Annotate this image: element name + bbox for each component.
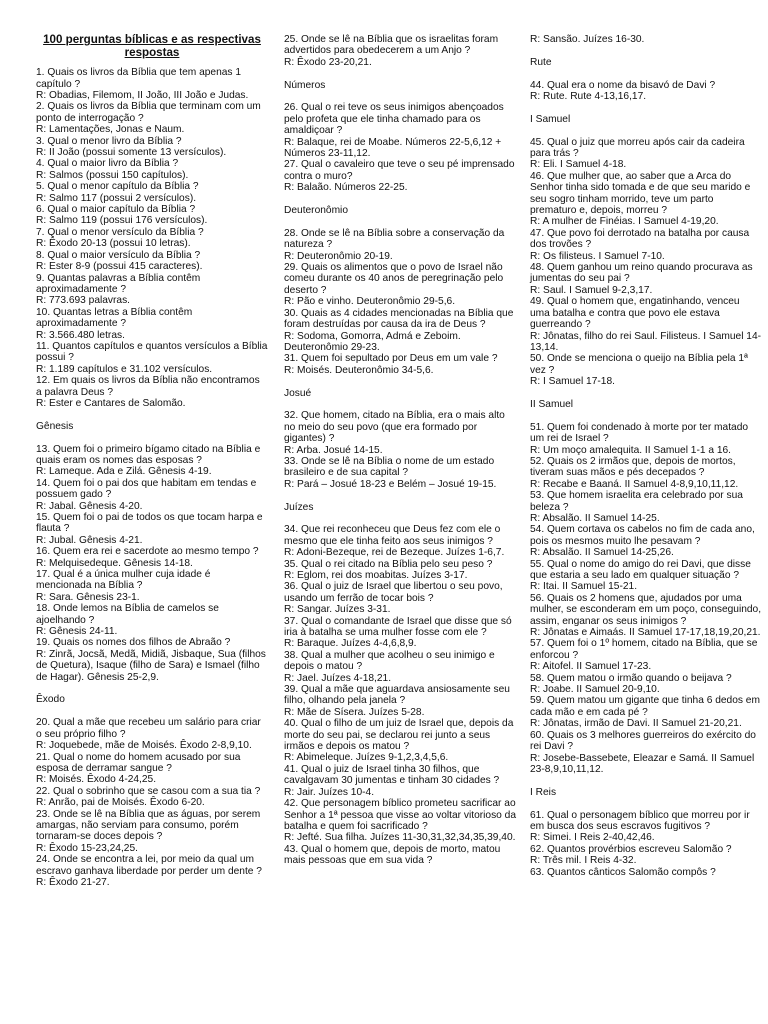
question-text: 34. Que rei reconheceu que Deus fez com ele o mesmo que ele tinha feito aos seus inimigos ? (284, 524, 501, 547)
question-text: 33. Onde se lê na Bíblia o nome de um estado brasileiro e de sua capital ? (284, 455, 495, 479)
question-text: 8. Qual o maior versículo da Bíblia ? (36, 249, 201, 261)
question-text: 50. Onde se menciona o queijo na Bíblia pela 1ª vez ? (530, 353, 748, 376)
answer-text: R: Absalão. II Samuel 14-25,26. (530, 547, 674, 559)
question-text: 51. Quem foi condenado à morte por ter matado um rei de Israel ? (530, 421, 749, 445)
answer-text: R: Jefté. Sua filha. Juízes 11-30,31,32,34,35,39,40. (284, 832, 516, 844)
question-text: 19. Quais os nomes dos filhos de Abraão ? (36, 637, 231, 649)
question-text: 52. Quais os 2 irmãos que, depois de mortos, tiveram suas mãos e pés decepados ? (530, 455, 736, 479)
answer-text: R: Três mil. I Reis 4-32. (530, 855, 637, 867)
question-text: 35. Qual o rei citado na Bíblia pelo seu peso ? (284, 558, 493, 570)
answer-text: R: Rute. Rute 4-13,16,17. (530, 91, 647, 102)
answer-text: R: Baraque. Juízes 4-4,6,8,9. (284, 638, 417, 650)
question-text: 36. Qual o juiz de Israel que libertou o seu povo, usando um ferrão de tocar bois ? (284, 581, 503, 604)
question-text: 49. Qual o homem que, engatinhando, venceu uma batalha e contra que povo ele estava guerreando ? (530, 296, 740, 331)
question-text: 23. Onde se lê na Bíblia que as águas, por serem amargas, não serviam para consumo, porém tornaram-se doces depois ? (36, 808, 261, 843)
column-1 (36, 34, 268, 888)
answer-text: R: Salmo 117 (possui 2 versículos). (36, 192, 197, 204)
question-text: 53. Que homem israelita era celebrado por sua beleza ? (530, 490, 743, 513)
answer-text: R: Salmo 119 (possui 176 versículos). (36, 215, 208, 227)
answer-text: R: Salmos (possui 150 capítulos). (36, 169, 189, 181)
question-text: 43. Qual o homem que, depois de morto, matou mais pessoas que em sua vida ? (284, 843, 501, 867)
answer-text: R: Lameque. Ada e Zilá. Gênesis 4-19. (36, 466, 212, 478)
answer-text: R: Jônatas e Aimaás. II Samuel 17-17,18,19,20,21. (530, 627, 761, 639)
question-text: 3. Qual o menor livro da Bíblia ? (36, 135, 182, 147)
question-text: 4. Qual o maior livro da Bíblia ? (36, 158, 179, 170)
question-text: 12. Em quais os livros da Bíblia não encontramos a palavra Deus ? (36, 375, 260, 398)
answer-text: R: Êxodo 15-23,24,25. (36, 842, 138, 854)
answer-text: R: Ester 8-9 (possui 415 caracteres). (36, 261, 203, 273)
section-heading: I Samuel (530, 113, 571, 125)
question-text: 46. Que mulher que, ao saber que a Arca do Senhor tinha sido tomada e de que seu marido e seu sogro tinham morrido, teve um parto prematuro e, depois, morreu ? (530, 170, 751, 217)
question-text: 44. Qual era o nome da bisavó de Davi ? (530, 79, 716, 91)
answer-text: R: Êxodo 23-20,21. (284, 56, 372, 68)
question-text: 56. Quais os 2 homens que, ajudados por uma mulher, se esconderam em um poço, conseguindo, assim, enganar os seus inimigos ? (530, 592, 762, 627)
question-text: 30. Quais as 4 cidades mencionadas na Bíblia que foram destruídas por causa da ira de Deus ? (284, 307, 514, 331)
question-text: 29. Quais os alimentos que o povo de Israel não comeu durante os 40 anos de peregrinação pelo deserto ? (284, 262, 504, 296)
question-text: 27. Qual o cavaleiro que teve o seu pé imprensado contra o muro? (284, 159, 515, 182)
answer-text: R: Sodoma, Gomorra, Admá e Zeboim. Deuteronômio 29-23. (284, 330, 461, 353)
answer-text: R: Sara. Gênesis 23-1. (36, 591, 140, 603)
answer-text: R: 3.566.480 letras. (36, 329, 125, 341)
answer-text: R: Saul. I Samuel 9-2,3,17. (530, 284, 653, 296)
answer-text: R: Jubal. Gênesis 4-21. (36, 534, 143, 546)
question-text: 47. Que povo foi derrotado na batalha por causa dos trovões ? (530, 227, 750, 251)
column-3 (530, 34, 762, 878)
question-text: 9. Quantas palavras a Bíblia contêm aproximadamente ? (36, 272, 201, 295)
section-heading: Juízes (284, 501, 314, 513)
answer-text: R: Balaão. Números 22-25. (284, 182, 408, 194)
question-text: 21. Qual o nome do homem acusado por sua esposa de derramar sangue ? (36, 751, 241, 774)
question-text: 55. Qual o nome do amigo do rei Davi, que disse que estaria a seu lado em qualquer situação ? (530, 558, 751, 581)
question-text: 18. Onde lemos na Bíblia de camelos se ajoelhando ? (36, 603, 219, 626)
answer-text: R: Anrão, pai de Moisés. Êxodo 6-20. (36, 797, 205, 809)
question-text: 20. Qual a mãe que recebeu um salário para criar o seu próprio filho ? (36, 717, 261, 740)
question-text: 54. Quem cortava os cabelos no fim de cada ano, pois os mesmos muito lhe pesavam ? (530, 524, 755, 547)
question-text: 5. Qual o menor capítulo da Bíblia ? (36, 181, 199, 193)
question-text: 7. Qual o menor versículo da Bíblia ? (36, 226, 204, 238)
question-text: 59. Quem matou um gigante que tinha 6 dedos em cada mão e em cada pé ? (530, 695, 760, 718)
section-heading: I Reis (530, 786, 557, 798)
answer-text: R: Abimeleque. Juízes 9-1,2,3,4,5,6. (284, 752, 449, 764)
answer-text: R: 1.189 capítulos e 31.102 versículos. (36, 363, 213, 375)
answer-text: R: Simei. I Reis 2-40,42,46. (530, 832, 655, 844)
answer-text: R: Pará – Josué 18-23 e Belém – Josué 19-15. (284, 478, 497, 490)
question-text: 32. Que homem, citado na Bíblia, era o mais alto no meio do seu povo (que era formado por gigantes) ? (284, 410, 505, 445)
answer-text: R: Jônatas, irmão de Davi. II Samuel 21-20,21. (530, 718, 742, 730)
answer-text: R: Zinrã, Jocsã, Medã, Midiã, Jisbaque, Sua (filhos de Quetura), Isaque (filho de Sara) e Ismael (filho de Hagar). Gênesis 25-2,9. (36, 648, 266, 683)
answer-text: R: Êxodo 21-27. (36, 876, 110, 888)
answer-text: R: Jael. Juízes 4-18,21. (284, 672, 392, 684)
question-text: 37. Qual o comandante de Israel que disse que só iria à batalha se uma mulher fosse com ele ? (284, 615, 512, 638)
answer-text: R: Gênesis 24-11. (36, 626, 118, 638)
answer-text: R: Êxodo 20-13 (possui 10 letras). (36, 238, 191, 250)
answer-text: R: Mãe de Sísera. Juízes 5-28. (284, 706, 425, 718)
answer-text: R: Arba. Josué 14-15. (284, 444, 383, 456)
question-text: 31. Quem foi sepultado por Deus em um vale ? (284, 353, 498, 365)
answer-text: R: Sansão. Juízes 16-30. (530, 34, 645, 45)
answer-text: R: Balaque, rei de Moabe. Números 22-5,6,12 + Números 23-11,12. (284, 136, 502, 160)
question-text: 63. Quantos cânticos Salomão compôs ? (530, 866, 716, 878)
section-heading: II Samuel (530, 398, 574, 410)
answer-text: R: Pão e vinho. Deuteronômio 29-5,6. (284, 296, 456, 308)
section-heading: Josué (284, 387, 312, 399)
column-2 (284, 34, 516, 867)
question-text: 13. Quem foi o primeiro bígamo citado na Bíblia e quais eram os nomes das esposas ? (36, 443, 261, 466)
question-text: 15. Quem foi o pai de todos os que tocam harpa e flauta ? (36, 512, 263, 535)
answer-text: R: I Samuel 17-18. (530, 376, 615, 388)
answer-text: R: Deuteronômio 20-19. (284, 250, 393, 262)
question-text: 42. Que personagem bíblico prometeu sacrificar ao Senhor a 1ª pessoa que visse ao voltar vitorioso da batalha e quem foi sacrificado ? (284, 798, 516, 832)
answer-text: R: Itai. II Samuel 15-21. (530, 581, 638, 593)
question-text: 1. Quais os livros da Bíblia que tem apenas 1 capítulo ? (36, 67, 241, 90)
answer-text: R: Josebe-Bassebete, Eleazar e Samá. II Samuel 23-8,9,10,11,12. (530, 752, 755, 775)
question-text: 25. Onde se lê na Bíblia que os israelitas foram advertidos para obedecerem a um Anjo ? (284, 34, 499, 57)
answer-text: R: Recabe e Baaná. II Samuel 4-8,9,10,11,12. (530, 478, 739, 490)
question-text: 60. Quais os 3 melhores guerreiros do exército do rei Davi ? (530, 729, 756, 753)
question-text: 2. Quais os livros da Bíblia que terminam com um ponto de interrogação ? (36, 101, 261, 124)
question-text: 16. Quem era rei e sacerdote ao mesmo tempo ? (36, 546, 259, 558)
question-text: 58. Quem matou o irmão quando o beijava ? (530, 672, 732, 684)
answer-text: R: Ester e Cantares de Salomão. (36, 397, 186, 409)
question-text: 62. Quantos provérbios escreveu Salomão ? (530, 843, 732, 855)
question-text: 61. Qual o personagem bíblico que morreu por ir em busca dos seus escravos fugitivos ? (530, 809, 750, 832)
question-text: 38. Qual a mulher que acolheu o seu inimigo e depois o matou ? (284, 649, 495, 673)
answer-text: R: Jair. Juízes 10-4. (284, 786, 375, 798)
question-text: 48. Quem ganhou um reino quando procurava as jumentas do seu pai ? (530, 262, 753, 285)
answer-text: R: 773.693 palavras. (36, 295, 131, 307)
answer-text: R: II João (possui somente 13 versículos). (36, 147, 227, 159)
answer-text: R: Eglom, rei dos moabitas. Juízes 3-17. (284, 569, 468, 581)
question-text: 6. Qual o maior capítulo da Bíblia ? (36, 204, 196, 216)
section-heading: Gênesis (36, 420, 74, 432)
question-text: 40. Qual o filho de um juiz de Israel que, depois da morte do seu pai, se declarou rei junto a seus irmãos e depois os matou ? (284, 718, 514, 753)
question-text: 10. Quantas letras a Bíblia contêm aproximadamente ? (36, 306, 193, 330)
answer-text: R: Um moço amalequita. II Samuel 1-1 a 16. (530, 444, 732, 456)
answer-text: R: Os filisteus. I Samuel 7-10. (530, 250, 665, 262)
question-text: 17. Qual é a única mulher cuja idade é mencionada na Bíblia ? (36, 569, 211, 592)
answer-text: R: Lamentações, Jonas e Naum. (36, 124, 185, 136)
page-title: 100 perguntas bíblicas e as respectivas respostas (43, 33, 261, 59)
question-text: 45. Qual o juiz que morreu após cair da cadeira para trás ? (530, 136, 745, 159)
section-heading: Rute (530, 56, 552, 68)
section-heading: Êxodo (36, 694, 65, 706)
answer-text: R: Moisés. Deuteronômio 34-5,6. (284, 364, 434, 376)
answer-text: R: Melquisedeque. Gênesis 14-18. (36, 557, 193, 569)
section-heading: Deuteronômio (284, 205, 348, 217)
question-text: 26. Qual o rei teve os seus inimigos abençoados pelo profeta que ele tinha chamado para os amaldiçoar ? (284, 102, 504, 137)
answer-text: R: Absalão. II Samuel 14-25. (530, 512, 660, 524)
section-heading: Números (284, 79, 326, 91)
question-text: 39. Qual a mãe que aguardava ansiosamente seu filho, olhando pela janela ? (284, 684, 510, 707)
question-text: 24. Onde se encontra a lei, por meio da qual um escravo ganhava liberdade por perder um dente ? (36, 854, 262, 877)
question-text: 11. Quantos capítulos e quantos versículos a Bíblia possui ? (36, 340, 268, 364)
question-text: 22. Qual o sobrinho que se casou com a sua tia ? (36, 785, 261, 797)
question-text: 57. Quem foi o 1º homem, citado na Bíblia, que se enforcou ? (530, 638, 758, 661)
question-text: 41. Qual o juiz de Israel tinha 30 filhos, que cavalgavam 30 jumentas e tinham 30 cidades ? (284, 763, 500, 787)
answer-text: R: Aitofel. II Samuel 17-23. (530, 661, 652, 673)
answer-text: R: Joquebede, mãe de Moisés. Êxodo 2-8,9,10. (36, 740, 252, 752)
question-text: 28. Onde se lê na Bíblia sobre a conservação da natureza ? (284, 227, 505, 251)
answer-text: R: Joabe. II Samuel 20-9,10. (530, 684, 660, 696)
question-text: 14. Quem foi o pai dos que habitam em tendas e possuem gado ? (36, 477, 257, 501)
answer-text: R: Adoni-Bezeque, rei de Bezeque. Juízes 1-6,7. (284, 547, 505, 559)
answer-text: R: Obadias, Filemom, II João, III João e Judas. (36, 90, 249, 101)
answer-text: R: Jabal. Gênesis 4-20. (36, 500, 143, 512)
answer-text: R: Jônatas, filho do rei Saul. Filisteus. I Samuel 14-13,14. (530, 330, 762, 353)
answer-text: R: Moisés. Êxodo 4-24,25. (36, 774, 157, 786)
answer-text: R: Sangar. Juízes 3-31. (284, 604, 391, 616)
answer-text: R: A mulher de Finéias. I Samuel 4-19,20. (530, 216, 719, 228)
answer-text: R: Eli. I Samuel 4-18. (530, 159, 627, 171)
